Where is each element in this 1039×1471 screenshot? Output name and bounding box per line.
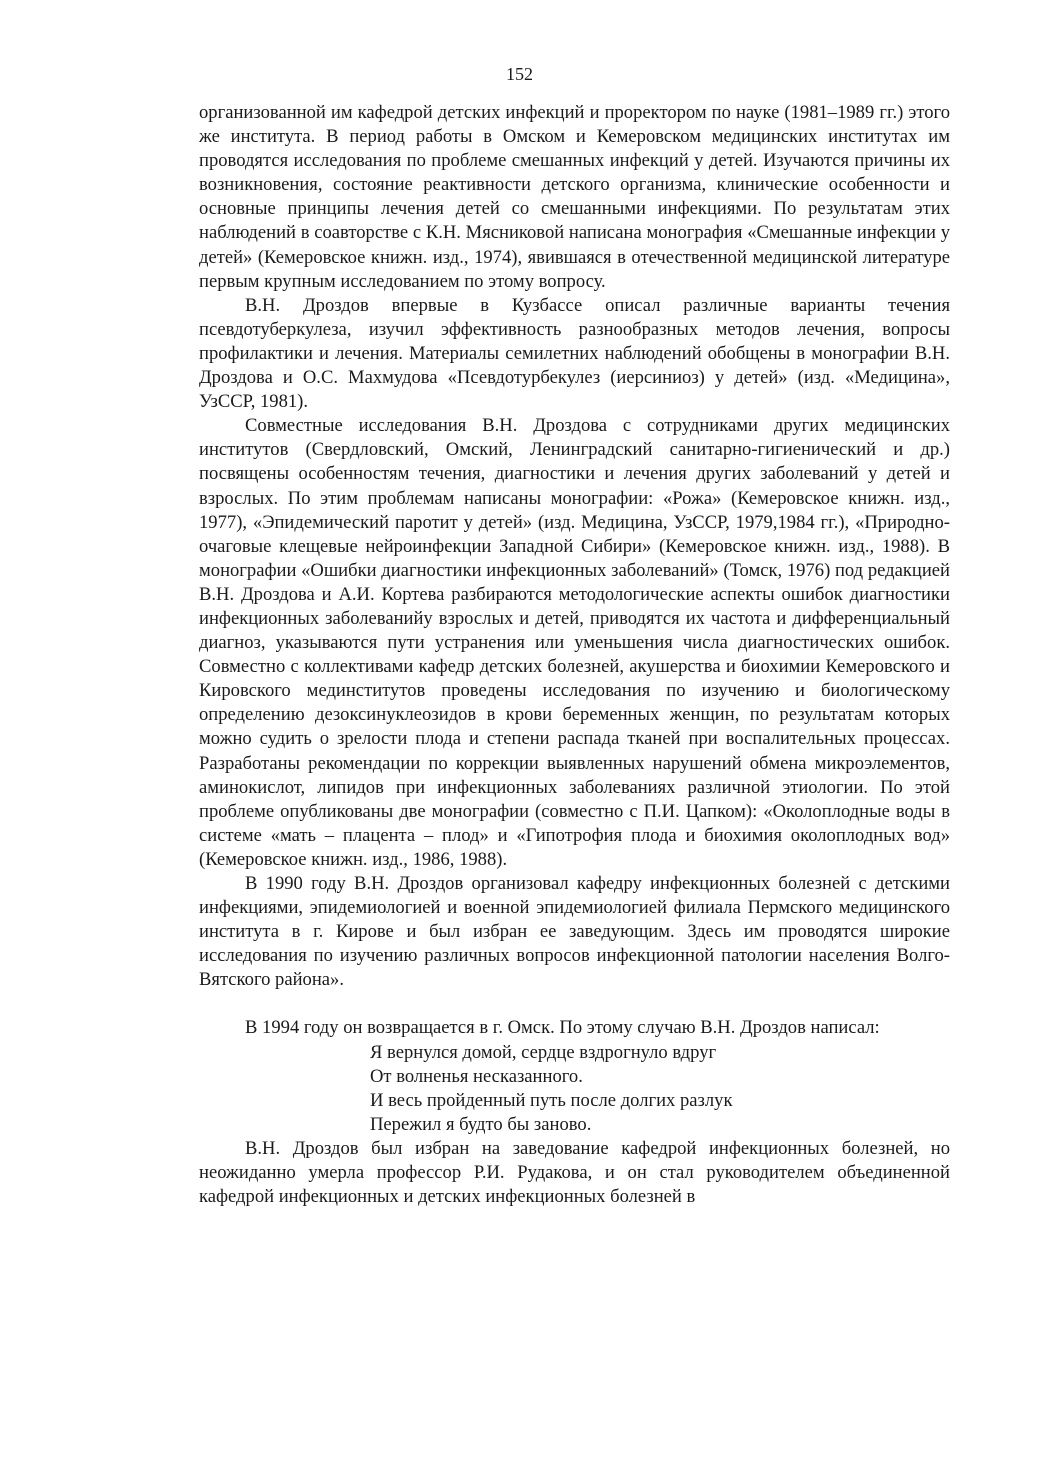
poem-line: От волненья несказанного. [370, 1065, 583, 1087]
paragraph-spacer [199, 992, 950, 1016]
paragraph-joint-research: Совместные исследования В.Н. Дроздова с сотрудниками других медицинских институтов (Свердловский, Омский, Ленинградский санитарно-гигиенический и др.) посвящены особенностям течения, диагностики и лечения других заболеваний у детей и взрослых. По этим проблемам написаны монографии: «Рожа» (Кемеровское книжн. изд., 1977), «Эпидемический паротит у детей» (изд. Медицина, УзССР, 1979,1984 гг.), «Природно-очаговые клещевые нейроинфекции Западной Сибири» (Кемеровское книжн. изд., 1988). В монографии «Ошибки диагностики инфекционных заболеваний» (Томск, 1976) под редакцией В.Н. Дроздова и А.И. Кортева разбираются методологические аспекты ошибок диагностики инфекционных заболеванийу взрослых и детей, приводятся их частота и дифференциальный диагноз, указываются пути устранения или уменьшения числа диагностических ошибок. Совместно с коллективами кафедр детских болезней, акушерства и биохимии Кемеровского и Кировского мединститутов проведены исследования по изучению и биологическому определению дезоксинуклеозидов в крови беременных женщин, по результатам которых можно судить о зрелости плода и степени распада тканей при воспалительных процессах. Разработаны рекомендации по коррекции выявленных нарушений обмена микроэлементов, аминокислот, липидов при инфекционных заболеваниях различной этиологии. По этой проблеме опубликованы две монографии (совместно с П.И. Цапком): «Околоплодные воды в системе «мать – плацента – плод» и «Гипотрофия плода и биохимия околоплодных вод» (Кемеровское книжн. изд., 1986, 1988). [199, 415, 950, 870]
paragraph-kirov-department: В 1990 году В.Н. Дроздов организовал кафедру инфекционных болезней с детскими инфекциями, эпидемиологией и военной эпидемиологией филиала Пермского медицинского института в г. Кирове и был избран ее заведующим. Здесь им проводятся широкие исследования по изучению различных вопросов инфекционной патологии населения Волго-Вятского района». [199, 873, 950, 991]
poem [370, 1041, 950, 1137]
paragraph-return-omsk: В 1994 году он возвращается в г. Омск. По этому случаю В.Н. Дроздов написал: [245, 1017, 880, 1039]
paragraph-pseudotuberculosis: В.Н. Дроздов впервые в Кузбассе описал различные варианты течения псевдотуберкулеза, изучил эффективность разнообразных методов лечения, вопросы профилактики и лечения. Материалы семилетних наблюдений обобщены в монографии В.Н. Дроздова и О.С. Махмудова «Псевдотурбекулез (иерсиниоз) у детей» (изд. «Медицина», УзССР, 1981). [199, 294, 950, 413]
poem-line: И весь пройденный путь после долгих разлук [370, 1089, 733, 1111]
poem-line: Пережил я будто бы заново. [370, 1113, 592, 1135]
poem-line: Я вернулся домой, сердце вздрогнуло вдруг [370, 1041, 717, 1063]
page-number: 152 [506, 64, 533, 84]
paragraph-continuation: организованной им кафедрой детских инфекций и проректором по науке (1981–1989 гг.) этого же института. В период работы в Омском и Кемеровском медицинских институтах им проводятся исследования по проблеме смешанных инфекций у детей. Изучаются причины их возникновения, состояние реактивности детского организма, клинические особенности и основные принципы лечения детей со смешанными инфекциями. По результатам этих наблюдений в соавторстве с К.Н. Мясниковой написана монография «Смешанные инфекции у детей» (Кемеровское книжн. изд., 1974), явившаяся в отечественной медицинской литературе первым крупным исследованием по этому вопросу. [199, 102, 950, 292]
document-body [199, 101, 950, 1209]
paragraph-department-head: В.Н. Дроздов был избран на заведование кафедрой инфекционных болезней, но неожиданно умерла профессор Р.И. Рудакова, и он стал руководителем объединенной кафедрой инфекционных и детских инфекционных болезней в [199, 1137, 950, 1208]
